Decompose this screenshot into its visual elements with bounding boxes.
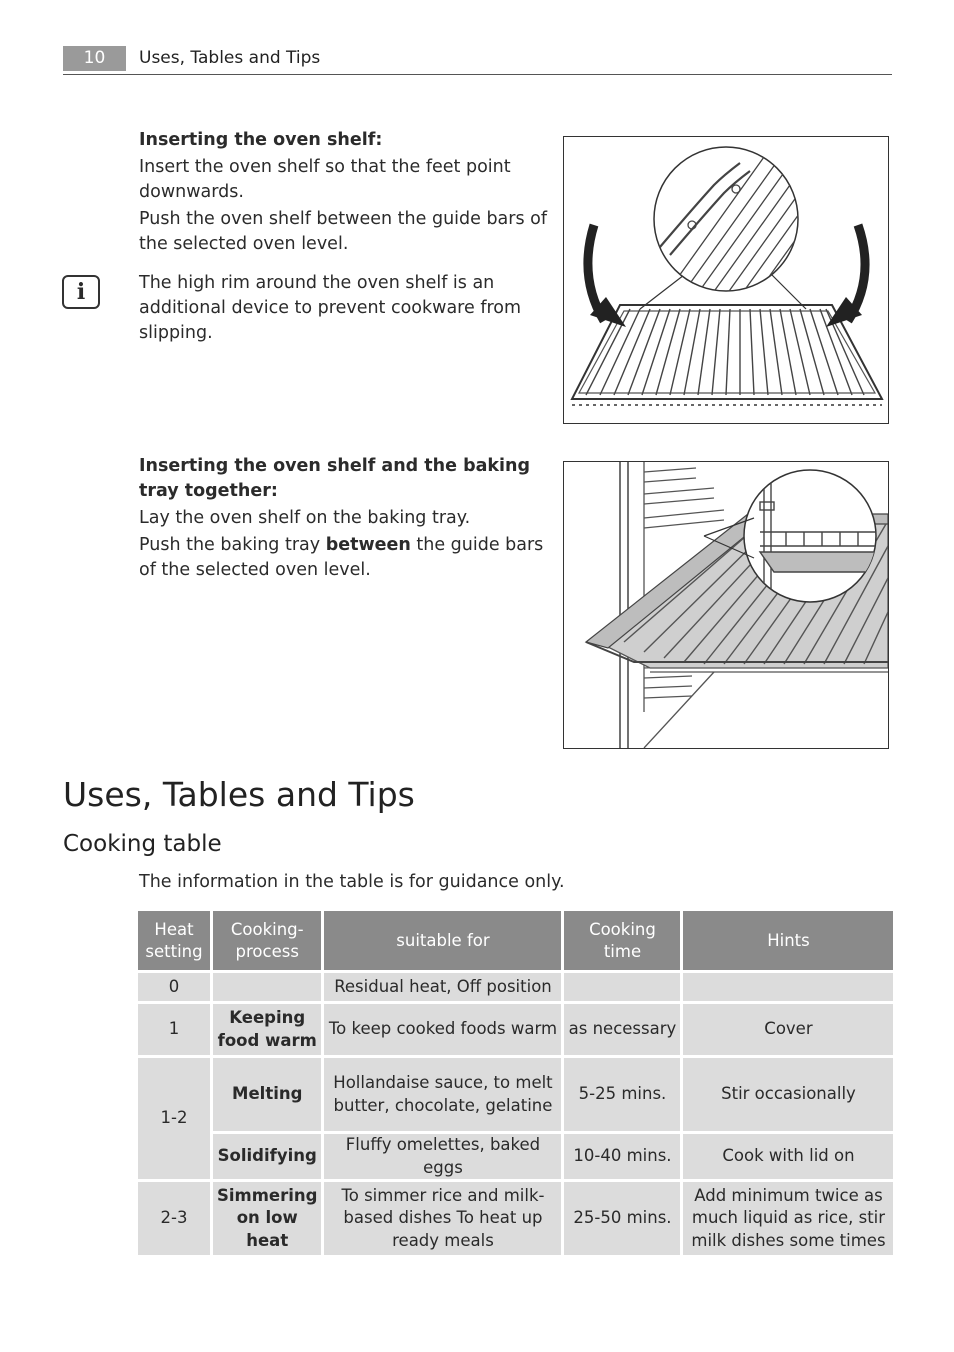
cooking-process-cell: Melting	[213, 1058, 321, 1131]
table-intro: The information in the table is for guidance only.	[139, 872, 565, 892]
hints-cell: Add minimum twice as much liquid as rice, stir milk dishes some times	[683, 1182, 893, 1255]
suitable-for-cell: Fluffy omelettes, baked eggs	[324, 1134, 561, 1179]
hints-cell: Cover	[683, 1004, 893, 1055]
shelf-instructions	[139, 128, 549, 259]
table-row	[138, 973, 893, 1001]
cooking-time-cell	[564, 973, 680, 1001]
cooking-process-cell	[213, 973, 321, 1001]
hints-cell: Stir occasionally	[683, 1058, 893, 1131]
shelf-paragraph-1: Insert the oven shelf so that the feet point downwards.	[139, 157, 511, 202]
table-row	[138, 1182, 893, 1255]
info-icon: i	[62, 275, 100, 309]
shelf-paragraph-2: Push the oven shelf between the guide bars of the selected oven level.	[139, 209, 548, 254]
hints-cell	[683, 973, 893, 1001]
hints-cell: Cook with lid on	[683, 1134, 893, 1179]
suitable-for-cell: Residual heat, Off position	[324, 973, 561, 1001]
table-header-row	[138, 911, 893, 970]
table-row	[138, 1004, 893, 1055]
column-header-cooking-time: Cooking time	[564, 911, 680, 970]
shelf-tray-instructions	[139, 454, 554, 585]
column-header-hints: Hints	[683, 911, 893, 970]
suitable-for-cell: To simmer rice and milk-based dishes To heat up ready meals	[324, 1182, 561, 1255]
cooking-process-cell: Simmering on low heat	[213, 1182, 321, 1255]
cooking-table	[135, 908, 896, 1258]
page-number: 10	[63, 46, 126, 71]
shelf-tray-heading: Inserting the oven shelf and the baking tray together:	[139, 456, 531, 501]
suitable-for-cell: To keep cooked foods warm	[324, 1004, 561, 1055]
shelf-tray-drawing	[564, 462, 888, 748]
shelf-heading: Inserting the oven shelf:	[139, 130, 383, 150]
shelf-note: The high rim around the oven shelf is an additional device to prevent cookware from slipping.	[139, 273, 522, 343]
cooking-time-cell: 10-40 mins.	[564, 1134, 680, 1179]
page-title: Uses, Tables and Tips	[63, 775, 415, 814]
column-header-suitable-for: suitable for	[324, 911, 561, 970]
para2-after: the guide bars of the selected oven level.	[139, 535, 544, 580]
cooking-time-cell: as necessary	[564, 1004, 680, 1055]
oven-shelf-drawing	[564, 137, 888, 423]
column-header-heat-setting: Heat setting	[138, 911, 210, 970]
section-title: Cooking table	[63, 831, 222, 857]
suitable-for-cell: Hollandaise sauce, to melt butter, chocolate, gelatine	[324, 1058, 561, 1131]
table-row	[138, 1058, 893, 1131]
shelf-tray-paragraph-2	[139, 533, 554, 583]
oven-shelf-illustration	[563, 136, 889, 424]
heat-setting-cell: 0	[138, 973, 210, 1001]
heat-setting-cell: 1-2	[138, 1058, 210, 1179]
shelf-tray-illustration	[563, 461, 889, 749]
heat-setting-cell: 1	[138, 1004, 210, 1055]
header-rule	[63, 74, 892, 75]
cooking-process-cell: Keeping food warm	[213, 1004, 321, 1055]
table-row	[138, 1134, 893, 1179]
running-header: Uses, Tables and Tips	[139, 48, 321, 68]
para2-before: Push the baking tray	[139, 535, 326, 555]
shelf-tray-paragraph-1: Lay the oven shelf on the baking tray.	[139, 508, 471, 528]
column-header-cooking-process: Cooking-process	[213, 911, 321, 970]
cooking-time-cell: 5-25 mins.	[564, 1058, 680, 1131]
cooking-time-cell: 25-50 mins.	[564, 1182, 680, 1255]
cooking-process-cell: Solidifying	[213, 1134, 321, 1179]
para2-bold: between	[325, 535, 411, 555]
heat-setting-cell: 2-3	[138, 1182, 210, 1255]
